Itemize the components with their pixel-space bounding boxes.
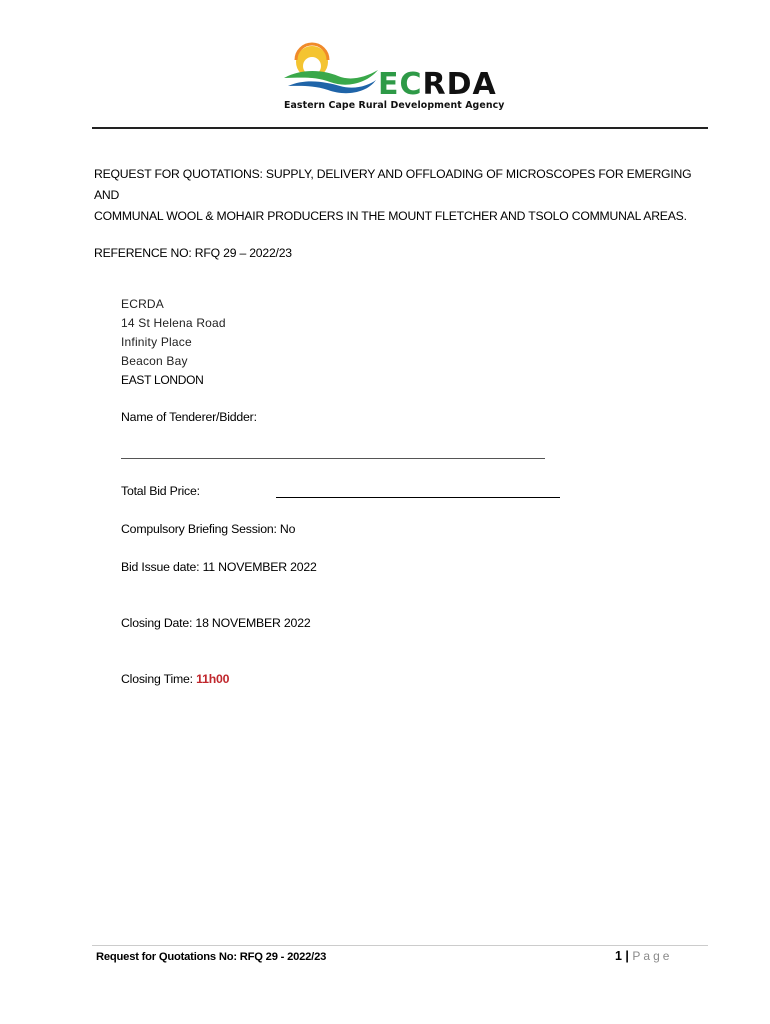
closing-time [121, 672, 229, 686]
bid-price-blank-line [276, 497, 560, 498]
total-bid-price-label: Total Bid Price: [121, 484, 200, 498]
logo-wordmark-ec: EC [378, 67, 423, 102]
tenderer-name-blank-line [121, 448, 545, 459]
address-city: EAST LONDON [121, 373, 204, 387]
document-title [94, 164, 714, 227]
briefing-session: Compulsory Briefing Session: No [121, 522, 296, 536]
tenderer-name-label: Name of Tenderer/Bidder: [121, 410, 257, 424]
address-line-3: Infinity Place [121, 335, 192, 349]
logo-wordmark-rda: RDA [422, 67, 497, 102]
address-line-4: Beacon Bay [121, 354, 188, 368]
page-indicator [615, 949, 672, 963]
reference-number: REFERENCE NO: RFQ 29 – 2022/23 [94, 246, 292, 260]
sun-landscape-icon [280, 40, 380, 100]
address-block [121, 295, 226, 390]
ecrda-logo [280, 40, 520, 116]
logo-wordmark [378, 67, 497, 102]
header-divider [92, 127, 708, 129]
address-line-2: 14 St Helena Road [121, 316, 226, 330]
page-separator: | [621, 949, 633, 963]
footer-divider [92, 945, 708, 946]
page-word: Page [632, 949, 673, 963]
address-line-1: ECRDA [121, 297, 165, 311]
title-line-2: COMMUNAL WOOL & MOHAIR PRODUCERS IN THE MOUNT FLETCHER AND TSOLO COMMUNAL AREAS. [94, 209, 687, 223]
logo-subtitle: Eastern Cape Rural Development Agency [284, 100, 505, 111]
title-line-1: REQUEST FOR QUOTATIONS: SUPPLY, DELIVERY AND OFFLOADING OF MICROSCOPES FOR EMERGING AND [94, 167, 692, 202]
closing-time-value: 11h00 [196, 672, 230, 686]
closing-date: Closing Date: 18 NOVEMBER 2022 [121, 616, 311, 630]
closing-time-label: Closing Time: [121, 672, 197, 686]
page-number: 1 [615, 949, 622, 963]
footer-rfq-reference: Request for Quotations No: RFQ 29 - 2022/23 [96, 951, 327, 963]
bid-issue-date: Bid Issue date: 11 NOVEMBER 2022 [121, 560, 317, 574]
